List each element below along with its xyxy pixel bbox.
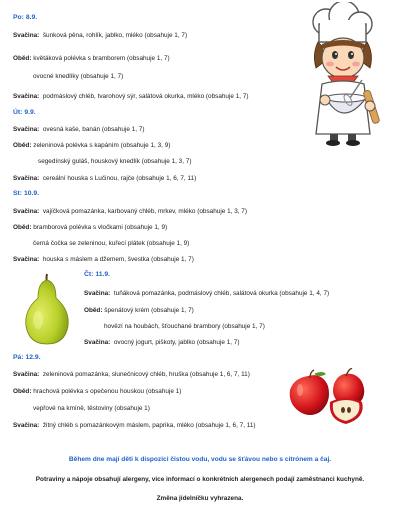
meal-text: bramborová polévka s vločkami (obsahuje 1, 9)	[33, 224, 168, 231]
meal-text: černá čočka se zeleninou, kuřecí plátek (obsahuje 1, 9)	[33, 240, 190, 247]
menu-row	[13, 256, 194, 264]
menu-row	[13, 175, 196, 183]
menu-row	[13, 55, 170, 63]
menu-row	[13, 388, 181, 396]
meal-label: Oběd:	[13, 55, 32, 62]
meal-label: Svačina:	[13, 32, 40, 39]
day-title-friday: Pá: 12.9.	[13, 354, 41, 361]
meal-label: Oběd:	[13, 388, 32, 395]
meal-text: cereální houska s Lučinou, rajče (obsahuje 1, 6, 7, 11)	[42, 175, 197, 182]
menu-row	[38, 158, 191, 166]
menu-row	[84, 290, 329, 298]
menu-row	[13, 93, 249, 101]
menu-row	[13, 371, 250, 379]
menu-row	[13, 142, 170, 150]
menu-row	[13, 208, 247, 216]
meal-label: Svačina:	[13, 175, 40, 182]
meal-text: ovocné knedlíky (obsahuje 1, 7)	[33, 73, 124, 80]
meal-label: Oběd:	[13, 224, 32, 231]
meal-text: vajíčková pomazánka, karbovaný chléb, mrkev, mléko (obsahuje 1, 3, 7)	[42, 208, 247, 215]
meal-text: segedínský guláš, houskový knedlík (obsahuje 1, 3, 7)	[38, 158, 192, 165]
meal-text: květáková polévka s bramborem (obsahuje 1, 7)	[33, 55, 170, 62]
meal-text: zeleninová pomazánka, slunečnicový chléb, hruška (obsahuje 1, 6, 7, 11)	[42, 371, 250, 378]
menu-row	[33, 240, 189, 248]
menu-row	[33, 405, 150, 413]
meal-text: ovesná kaše, banán (obsahuje 1, 7)	[42, 126, 145, 133]
menu-row	[84, 307, 194, 315]
meal-label: Oběd:	[84, 307, 103, 314]
water-note: Během dne mají děti k dispozici čistou vodu, vodu se šťávou nebo s citrónem a čaj.	[68, 456, 332, 463]
menu-row	[33, 73, 123, 81]
menu-row	[13, 422, 256, 430]
meal-text: špenátový krém (obsahuje 1, 7)	[104, 307, 194, 314]
menu-row	[13, 224, 167, 232]
meal-text: šunková pěna, rohlík, jablko, mléko (obsahuje 1, 7)	[42, 32, 188, 39]
changes-note: Změna jídelníčku vyhrazena.	[156, 495, 244, 502]
day-title-monday: Po: 8.9.	[13, 14, 38, 21]
meal-label: Svačina:	[13, 422, 40, 429]
meal-text: hrachová polévka s opečenou houskou (obsahuje 1)	[33, 388, 182, 395]
day-title-thursday: Čt: 11.9.	[84, 271, 111, 278]
meal-text: vepřové na kmíně, těstoviny (obsahuje 1)	[33, 405, 150, 412]
allergens-note: Potraviny a nápoje obsahují alergeny, více informací o konkrétních alergenech podají zaměstnanci kuchyně.	[35, 476, 365, 483]
menu-row	[84, 339, 240, 347]
meal-label: Svačina:	[13, 126, 40, 133]
meal-text: žitný chléb s pomazánkovým máslem, paprika, mléko (obsahuje 1, 6, 7, 11)	[42, 422, 256, 429]
meal-label: Oběd:	[13, 142, 32, 149]
meal-text: ovocný jogurt, piškoty, jablko (obsahuje 1, 7)	[113, 339, 240, 346]
day-title-wednesday: St: 10.9.	[13, 190, 40, 197]
meal-label: Svačina:	[13, 93, 40, 100]
menu-row	[13, 126, 144, 134]
meal-text: tuňáková pomazánka, podmáslový chléb, salátová okurka (obsahuje 1, 4, 7)	[113, 290, 330, 297]
meal-label: Svačina:	[13, 256, 40, 263]
meal-text: podmáslový chléb, tvarohový sýr, salátová okurka, mléko (obsahuje 1, 7)	[42, 93, 249, 100]
apples-illustration	[286, 368, 368, 426]
meal-label: Svačina:	[84, 339, 111, 346]
meal-label: Svačina:	[84, 290, 111, 297]
day-title-tuesday: Út: 9.9.	[13, 109, 36, 116]
menu-row	[104, 323, 265, 331]
pear-illustration	[16, 270, 78, 346]
meal-label: Svačina:	[13, 371, 40, 378]
meal-text: hovězí na houbách, šťouchané brambory (obsahuje 1, 7)	[104, 323, 265, 330]
meal-label: Svačina:	[13, 208, 40, 215]
meal-text: houska s máslem a džemem, švestka (obsahuje 1, 7)	[42, 256, 194, 263]
menu-row	[13, 32, 187, 40]
chef-illustration	[292, 2, 392, 146]
meal-text: zeleninová polévka s kapáním (obsahuje 1, 3, 9)	[33, 142, 171, 149]
